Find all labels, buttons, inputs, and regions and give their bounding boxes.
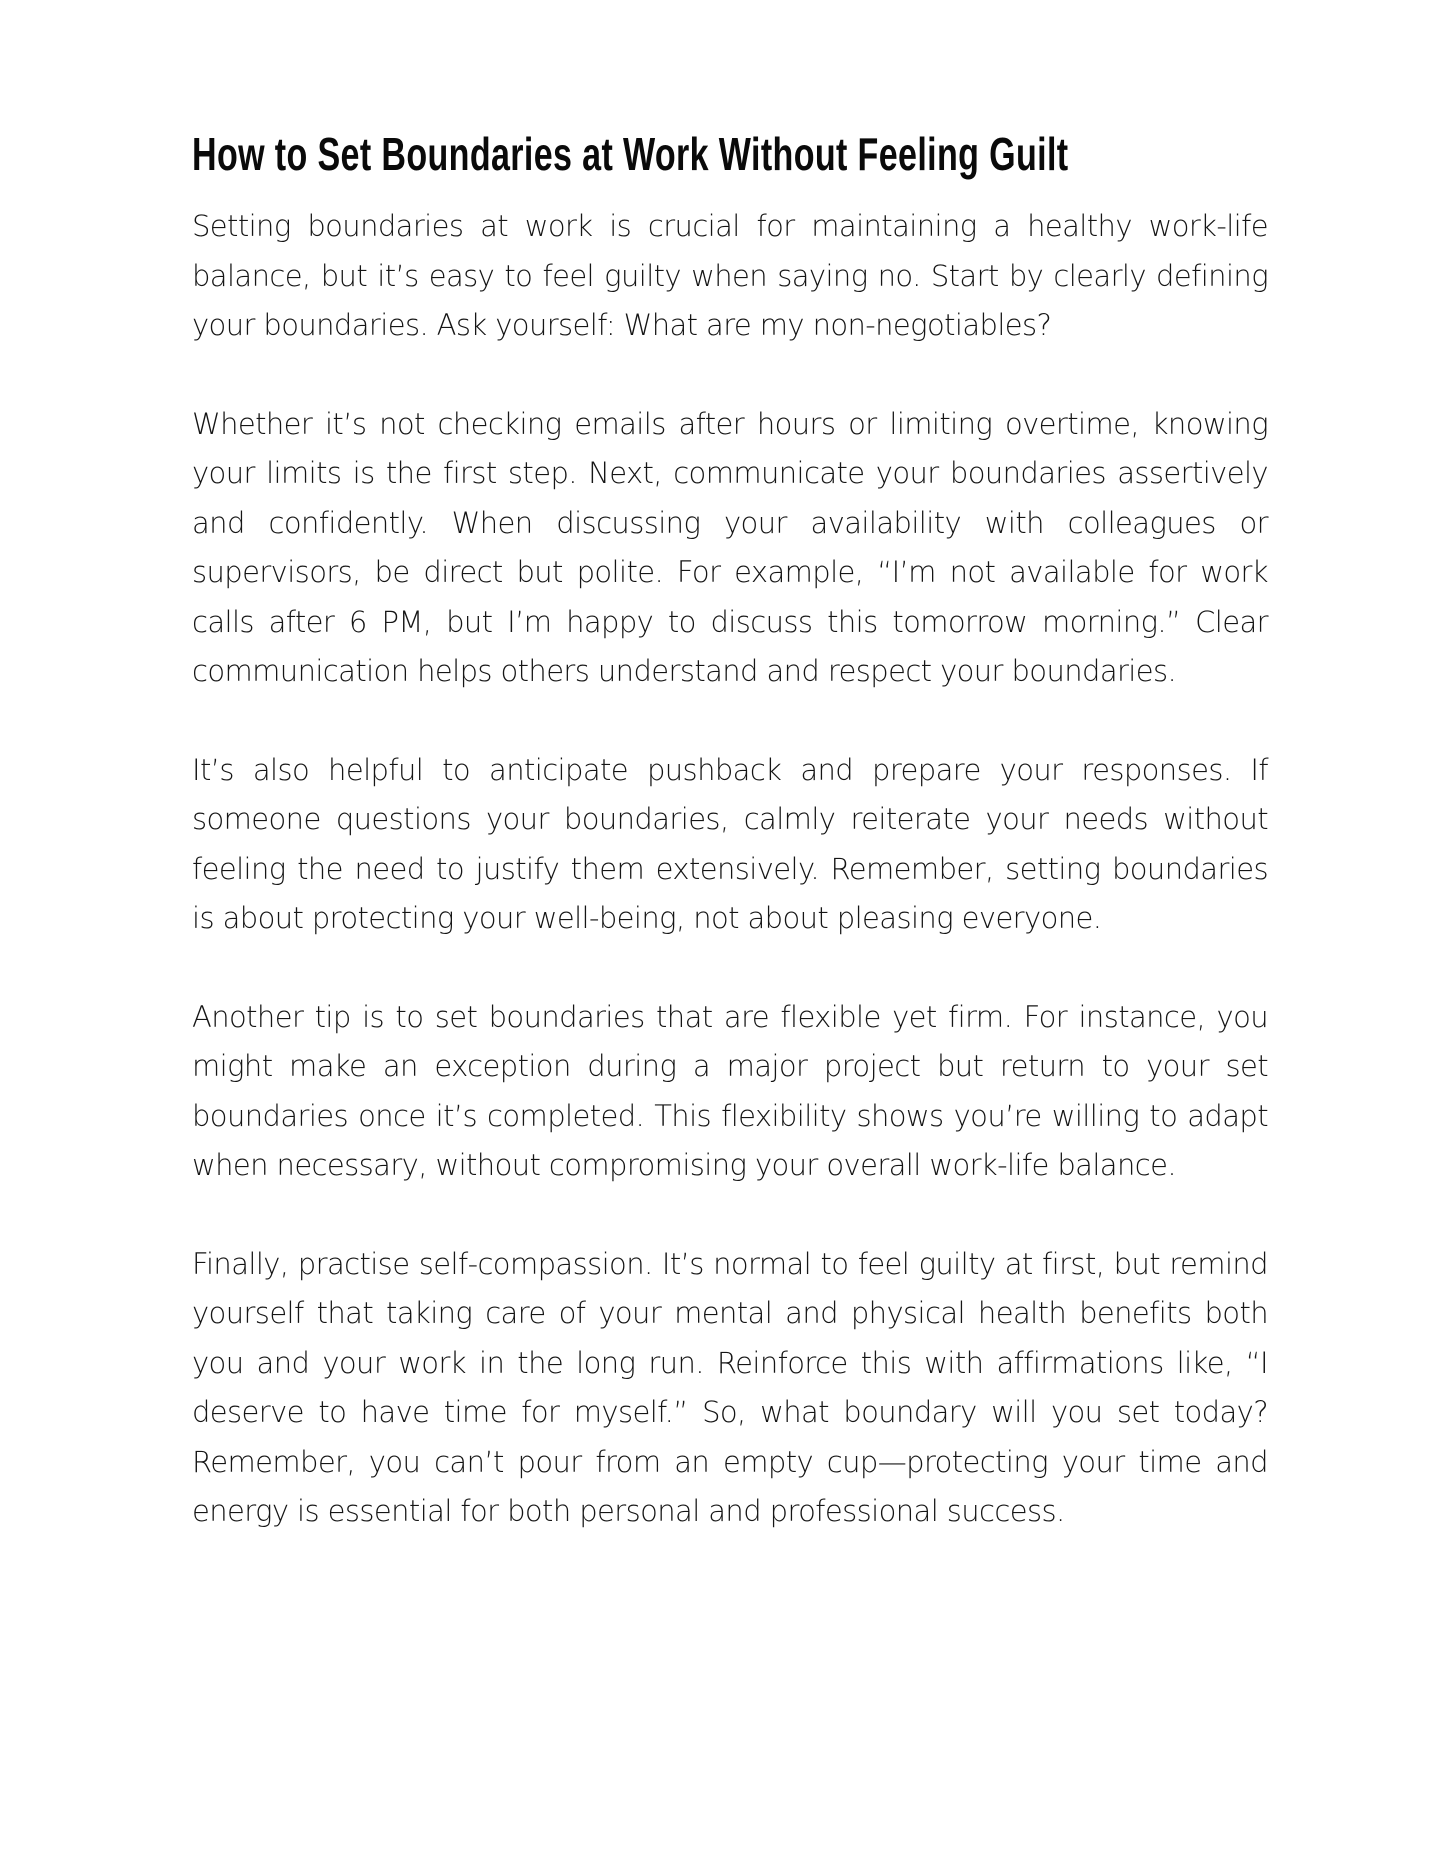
paragraph-intro: Setting boundaries at work is crucial for maintaining a healthy work-life balance, but it’s easy to feel guilty when saying no. Start by clearly defining your boundaries. Ask yourself: What are my non-negotiables? (192, 209, 1268, 342)
paragraph-communicate: Whether it’s not checking emails after hours or limiting overtime, knowing your limits is the first step. Next, communicate your boundaries assertively and confidently. When discussing your availability with colleagues or supervisors, be direct but polite. For example, “I’m not available for work calls after 6 PM, but I’m happy to discuss this tomorrow morning.” Clear communication helps others understand and respect your boundaries. (192, 406, 1268, 688)
document-title: How to Set Boundaries at Work Without Feeling Guilt (192, 128, 1069, 180)
document-page (192, 128, 1268, 1537)
paragraph-pushback: It’s also helpful to anticipate pushback and prepare your responses. If someone questions your boundaries, calmly reiterate your needs without feeling the need to justify them extensively. Remember, setting boundaries is about protecting your well-being, not about pleasing everyone. (192, 752, 1268, 935)
paragraph-flexibility: Another tip is to set boundaries that are flexible yet firm. For instance, you might make an exception during a major project but return to your set boundaries once it’s completed. This flexibility shows you’re willing to adapt when necessary, without compromising your overall work-life balance. (192, 999, 1268, 1182)
paragraph-self-compassion: Finally, practise self-compassion. It’s normal to feel guilty at first, but remind yourself that taking care of your mental and physical health benefits both you and your work in the long run. Reinforce this with affirmations like, “I deserve to have time for myself.” So, what boundary will you set today? Remember, you can’t pour from an empty cup—protecting your time and energy is essential for both personal and professional success. (192, 1246, 1268, 1528)
document-body (192, 202, 1268, 1537)
